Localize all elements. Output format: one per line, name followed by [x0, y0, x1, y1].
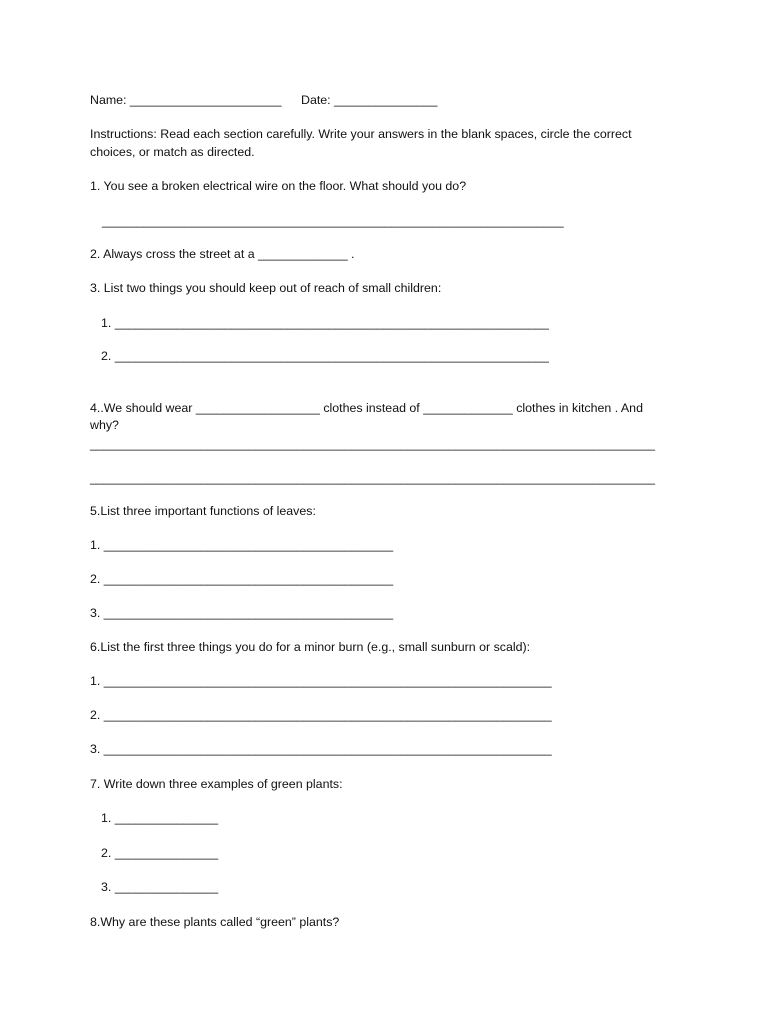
- question-8: 8.Why are these plants called “green” plants?: [90, 915, 340, 929]
- question-3-item-1: 1. _______________________________________________________________: [101, 316, 549, 330]
- question-6-item-3: 3. _________________________________________________________________: [90, 742, 552, 756]
- question-6-item-2: 2. _________________________________________________________________: [90, 708, 552, 722]
- question-5: 5.List three important functions of leaves:: [90, 504, 316, 518]
- date-field-label: Date: _______________: [301, 93, 438, 107]
- question-6: 6.List the first three things you do for a minor burn (e.g., small sunburn or scald):: [90, 640, 531, 654]
- question-3: 3. List two things you should keep out of reach of small children:: [90, 281, 442, 295]
- question-2: 2. Always cross the street at a _____________ .: [90, 247, 355, 261]
- name-field-label: Name: ______________________: [90, 93, 282, 107]
- instructions-line-1: Instructions: Read each section carefully. Write your answers in the blank spaces, circle the correct: [90, 127, 632, 141]
- question-4-line-2: why?: [90, 418, 119, 432]
- question-7-item-2: 2. _______________: [101, 846, 219, 860]
- question-4-answer-blank-2: __________________________________________________________________________________: [90, 471, 656, 485]
- question-4-line-1: 4..We should wear __________________ clothes instead of _____________ clothes in kitchen . And: [90, 401, 643, 415]
- question-3-item-2: 2. _______________________________________________________________: [101, 349, 549, 363]
- question-1: 1. You see a broken electrical wire on the floor. What should you do?: [90, 179, 467, 193]
- question-7-item-3: 3. _______________: [101, 880, 219, 894]
- question-5-item-1: 1. __________________________________________: [90, 538, 394, 552]
- question-1-answer-blank: ___________________________________________________________________: [102, 214, 564, 228]
- question-5-item-3: 3. __________________________________________: [90, 606, 394, 620]
- question-6-item-1: 1. _________________________________________________________________: [90, 674, 552, 688]
- question-4-answer-blank-1: __________________________________________________________________________________: [90, 437, 656, 451]
- instructions-line-2: choices, or match as directed.: [90, 145, 255, 159]
- question-5-item-2: 2. __________________________________________: [90, 572, 394, 586]
- question-7: 7. Write down three examples of green plants:: [90, 777, 343, 791]
- question-7-item-1: 1. _______________: [101, 811, 219, 825]
